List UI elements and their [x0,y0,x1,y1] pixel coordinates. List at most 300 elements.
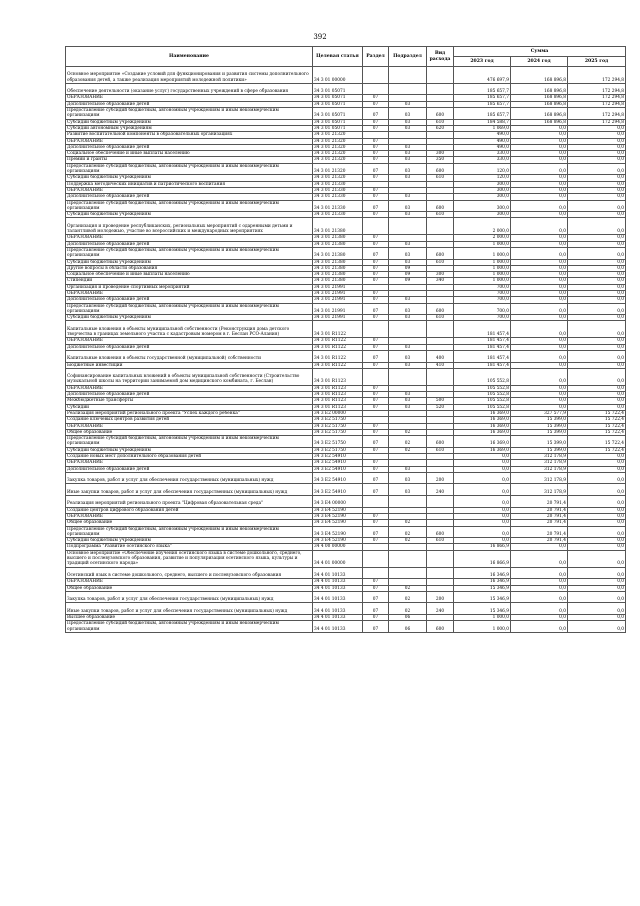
cell-expense-type: 350 [427,157,454,163]
cell-code: 34 3 01 21380 [313,241,363,247]
cell-2025: 0,0 [568,138,626,144]
header-row-1 [66,47,626,57]
cell-subsection: 02 [389,447,427,453]
cell-name: Социальное обеспечение и иные выплаты населению [66,272,313,278]
cell-expense-type: 400 [427,350,454,362]
cell-2025: 0,0 [568,344,626,350]
cell-expense-type: 200 [427,472,454,484]
cell-2023: 181 457,4 [454,362,511,368]
cell-code: 34 3 01 21380 [313,272,363,278]
cell-2025: 0,0 [568,621,626,633]
cell-2025: 0,0 [568,181,626,187]
cell-expense-type: 600 [427,436,454,448]
cell-2025: 0,0 [568,200,626,212]
cell-name: ОБРАЗОВАНИЕ [66,138,313,144]
cell-subsection: 03 [389,362,427,368]
cell-name: Стипендии [66,278,313,284]
cell-name: Организация и проведение спортивных мероприятий [66,284,313,290]
cell-2023: 16 369,0 [454,417,511,423]
cell-expense-type: 600 [427,163,454,175]
cell-2023: 300,0 [454,181,511,187]
cell-2023: 330,0 [454,157,511,163]
cell-2023: 16 346,9 [454,567,511,579]
cell-2024: 20 791,4 [511,538,568,544]
col-header-expense-type: Вид расхода [427,47,454,67]
cell-2024: 168 896,8 [511,83,568,95]
cell-2024: 0,0 [511,194,568,200]
cell-2023: 0,0 [454,472,511,484]
cell-2025: 0,0 [568,392,626,398]
cell-2023: 0,0 [454,526,511,538]
cell-section: 07 [363,621,389,633]
cell-subsection: 09 [389,272,427,278]
cell-2025: 0,0 [568,163,626,175]
cell-name: ОБРАЗОВАНИЕ [66,385,313,391]
cell-2023: 120,0 [454,163,511,175]
cell-2025: 0,0 [568,187,626,193]
cell-expense-type: 600 [427,200,454,212]
cell-section: 07 [363,101,389,107]
cell-2025: 0,0 [568,151,626,157]
cell-code: 34 3 E4 52190 [313,520,363,526]
cell-2025: 0,0 [568,235,626,241]
cell-code: 34 3 01 21991 [313,297,363,303]
cell-name: Другие вопросы в области образования [66,265,313,271]
cell-name: Закупка товаров, работ и услуг для обеспечения государственных (муниципальных) нужд [66,591,313,603]
cell-code: 34 3 E2 54910 [313,460,363,466]
cell-expense-type [427,83,454,95]
cell-2024: 20 791,4 [511,496,568,508]
cell-2024: 168 896,8 [511,119,568,125]
cell-2025: 0,0 [568,241,626,247]
cell-2023: 105 552,8 [454,392,511,398]
cell-subsection: 09 [389,278,427,284]
cell-2025: 172 294,8 [568,101,626,107]
cell-name: ОБРАЗОВАНИЕ [66,290,313,296]
cell-name: Поддержка методических инициатив и патриотического воспитания [66,181,313,187]
cell-subsection: 03 [389,350,427,362]
cell-expense-type: 600 [427,621,454,633]
cell-name: ОБРАЗОВАНИЕ [66,579,313,585]
cell-section: 07 [363,138,389,144]
cell-name: Дополнительное образование детей [66,194,313,200]
cell-section: 07 [363,108,389,120]
cell-code: 34 4 01 10133 [313,591,363,603]
table-row [66,496,626,508]
cell-2025: 0,0 [568,278,626,284]
table-row [66,436,626,448]
cell-name: Обеспечение деятельности (оказание услуг) государственных учреждений в сфере образования [66,83,313,95]
cell-2025: 0,0 [568,454,626,460]
col-header-subsection: Подраздел [389,47,427,67]
cell-name: Межбюджетные трансферты [66,398,313,404]
cell-2024: 327 577,9 [511,410,568,416]
cell-2025: 0,0 [568,303,626,315]
cell-2023: 1 000,0 [454,247,511,259]
cell-name: Дополнительное образование детей [66,144,313,150]
cell-name: Субсидии бюджетным учреждениям [66,538,313,544]
cell-section [363,550,389,567]
cell-2023: 105 552,8 [454,398,511,404]
cell-name: Предоставление субсидий бюджетным, автономным учреждениям и иным некоммерческим организациям [66,247,313,259]
cell-2025: 172 294,8 [568,119,626,125]
cell-code: 34 3 E2 51750 [313,423,363,429]
cell-subsection: 03 [389,466,427,472]
col-header-2025: 2025 год [568,57,626,67]
cell-subsection: 02 [389,429,427,435]
cell-2024: 0,0 [511,272,568,278]
cell-name: Субсидии автономным учреждениям [66,125,313,131]
cell-2025: 0,0 [568,350,626,362]
cell-2024: 0,0 [511,212,568,218]
cell-2023: 300,0 [454,212,511,218]
cell-2023: 490,0 [454,138,511,144]
cell-code: 34 4 01 10133 [313,621,363,633]
cell-2023: 1 000,0 [454,621,511,633]
cell-2024: 0,0 [511,404,568,410]
cell-expense-type: 240 [427,484,454,496]
cell-name: Субсидии бюджетным учреждениям [66,259,313,265]
cell-2024: 0,0 [511,350,568,362]
cell-subsection: 03 [389,200,427,212]
col-header-section: Раздел [363,47,389,67]
table-row [66,108,626,120]
cell-name: Дополнительное образование детей [66,392,313,398]
cell-2023: 185 657,7 [454,95,511,101]
table-row [66,603,626,615]
cell-name: ОБРАЗОВАНИЕ [66,235,313,241]
cell-name: Создание ключевых центров развития детей [66,417,313,423]
cell-code: 34 3 01 R1123 [313,398,363,404]
cell-2024: 0,0 [511,218,568,235]
cell-section: 07 [363,247,389,259]
cell-2023: 105 552,8 [454,368,511,385]
cell-code: 34 3 01 21991 [313,303,363,315]
cell-subsection: 03 [389,144,427,150]
cell-name: Высшее образование [66,615,313,621]
col-header-code: Целевая статья [313,47,363,67]
cell-2024: 0,0 [511,132,568,138]
cell-2025: 0,0 [568,125,626,131]
cell-2025: 0,0 [568,466,626,472]
cell-2024: 20 791,4 [511,520,568,526]
cell-subsection [389,67,427,84]
cell-name: Премии и гранты [66,157,313,163]
cell-2025: 0,0 [568,212,626,218]
cell-name: Иные закупки товаров, работ и услуг для обеспечения государственных (муниципальных) нужд [66,603,313,615]
cell-subsection [389,218,427,235]
cell-2023: 105 552,8 [454,385,511,391]
cell-2024: 0,0 [511,200,568,212]
cell-2024: 0,0 [511,259,568,265]
cell-2023: 0,0 [454,513,511,519]
cell-code: 34 3 E4 52190 [313,526,363,538]
cell-2025: 0,0 [568,404,626,410]
cell-2024: 0,0 [511,181,568,187]
cell-2025: 0,0 [568,526,626,538]
cell-2024: 0,0 [511,338,568,344]
cell-code: 34 3 01 21320 [313,132,363,138]
cell-2024: 0,0 [511,235,568,241]
cell-2025: 0,0 [568,175,626,181]
cell-expense-type [427,321,454,338]
cell-expense-type: 200 [427,591,454,603]
cell-section: 07 [363,526,389,538]
cell-2023: 16 369,0 [454,447,511,453]
cell-section: 07 [363,447,389,453]
cell-section [363,567,389,579]
cell-2024: 0,0 [511,603,568,615]
cell-code: 34 4 01 00000 [313,550,363,567]
cell-code: 34 3 E2 51750 [313,429,363,435]
cell-section: 07 [363,538,389,544]
cell-subsection: 06 [389,621,427,633]
cell-2024: 0,0 [511,398,568,404]
cell-name: Подпрограмма "Развитие осетинского языка" [66,544,313,550]
cell-expense-type: 600 [427,303,454,315]
cell-code: 34 3 01 21380 [313,278,363,284]
table-row [66,200,626,212]
cell-subsection: 03 [389,247,427,259]
cell-name: Предоставление субсидий бюджетным, автономным учреждениям и иным некоммерческим организациям [66,108,313,120]
cell-2024: 0,0 [511,144,568,150]
cell-2025: 0,0 [568,579,626,585]
cell-section [363,368,389,385]
cell-2023: 1 000,0 [454,278,511,284]
cell-name: Софинансирование капитальных вложений в объекты муниципальной собственности (Строительство музыкальной школы на территории занимаемой дом медицинского комбината, г. Беслан) [66,368,313,385]
cell-code: 34 3 01 21991 [313,315,363,321]
cell-name: Общее образование [66,429,313,435]
cell-2024: 312 178,9 [511,460,568,466]
cell-2024: 312 178,9 [511,466,568,472]
cell-2023: 120,0 [454,175,511,181]
cell-2024: 0,0 [511,368,568,385]
cell-code: 34 3 01 05071 [313,83,363,95]
cell-2023: 0,0 [454,454,511,460]
cell-2023: 300,0 [454,200,511,212]
cell-name: Субсидии бюджетным учреждениям [66,212,313,218]
cell-code: 34 3 01 R1122 [313,362,363,368]
cell-2025: 0,0 [568,472,626,484]
cell-2023: 185 657,7 [454,101,511,107]
table-row [66,218,626,235]
cell-code: 34 3 01 05071 [313,119,363,125]
cell-expense-type [427,550,454,567]
cell-2024: 168 896,8 [511,101,568,107]
cell-expense-type: 500 [427,398,454,404]
cell-2024: 0,0 [511,385,568,391]
cell-section: 07 [363,579,389,585]
cell-2025: 0,0 [568,538,626,544]
table-body [66,67,626,633]
cell-code: 34 3 E2 00000 [313,410,363,416]
cell-2023: 2 000,0 [454,235,511,241]
cell-2024: 0,0 [511,265,568,271]
cell-2023: 1 000,0 [454,272,511,278]
cell-2023: 184 588,7 [454,119,511,125]
cell-subsection [389,83,427,95]
cell-code: 34 3 01 R1122 [313,344,363,350]
table-row [66,472,626,484]
cell-2024: 15 399,0 [511,429,568,435]
cell-2025: 0,0 [568,157,626,163]
cell-name: Дополнительное образование детей [66,101,313,107]
cell-2024: 0,0 [511,138,568,144]
cell-section: 07 [363,157,389,163]
cell-subsection: 02 [389,585,427,591]
cell-2024: 0,0 [511,125,568,131]
cell-section: 07 [363,338,389,344]
cell-name: Реализация мероприятий регионального проекта "Успех каждого ребенка" [66,410,313,416]
cell-expense-type: 610 [427,259,454,265]
table-row [66,368,626,385]
cell-name: Реализация мероприятий регионального проекта "Цифровая образовательная среда" [66,496,313,508]
cell-name: Развитие воспитательной компоненты в образовательных организациях [66,132,313,138]
cell-expense-type: 610 [427,212,454,218]
cell-section: 07 [363,350,389,362]
cell-name: Дополнительное образование детей [66,297,313,303]
col-header-sum: Сумма [454,47,626,57]
cell-code: 34 4 01 10133 [313,585,363,591]
cell-2025: 0,0 [568,550,626,567]
cell-section: 07 [363,585,389,591]
cell-expense-type: 240 [427,603,454,615]
cell-name: Создание центров цифрового образования детей [66,507,313,513]
cell-name: ОБРАЗОВАНИЕ [66,187,313,193]
cell-code: 34 3 01 21380 [313,259,363,265]
cell-subsection: 06 [389,615,427,621]
cell-2023: 15 346,9 [454,591,511,603]
cell-2024: 15 399,0 [511,436,568,448]
cell-subsection [389,567,427,579]
cell-expense-type: 340 [427,278,454,284]
cell-section: 07 [363,362,389,368]
cell-2023: 700,0 [454,284,511,290]
cell-expense-type: 620 [427,125,454,131]
cell-code: 34 3 01 21380 [313,265,363,271]
table-row [66,591,626,603]
cell-2025: 0,0 [568,265,626,271]
cell-2023: 1 000,0 [454,259,511,265]
cell-2024: 0,0 [511,544,568,550]
cell-2024: 0,0 [511,303,568,315]
cell-subsection: 03 [389,125,427,131]
cell-2023: 16 346,9 [454,579,511,585]
cell-code: 34 3 E2 54910 [313,484,363,496]
cell-name: Капитальные вложения в объекты государственной (муниципальной) собственности [66,350,313,362]
cell-code: 34 3 E4 52190 [313,513,363,519]
cell-section: 07 [363,95,389,101]
cell-code: 34 4 01 10133 [313,615,363,621]
cell-expense-type [427,218,454,235]
cell-section: 07 [363,265,389,271]
cell-code: 34 3 01 21320 [313,144,363,150]
cell-subsection: 03 [389,151,427,157]
cell-subsection: 03 [389,157,427,163]
cell-expense-type [427,368,454,385]
cell-code: 34 3 01 21330 [313,194,363,200]
cell-2023: 16 866,9 [454,544,511,550]
cell-2023: 700,0 [454,290,511,296]
cell-section: 07 [363,404,389,410]
cell-section: 07 [363,144,389,150]
cell-section [363,83,389,95]
cell-section: 07 [363,315,389,321]
cell-expense-type: 600 [427,108,454,120]
cell-subsection: 03 [389,404,427,410]
cell-section: 07 [363,591,389,603]
cell-2025: 15 722,4 [568,436,626,448]
cell-code: 34 3 01 21320 [313,163,363,175]
cell-subsection: 09 [389,265,427,271]
cell-code: 34 3 01 05071 [313,95,363,101]
cell-code: 34 3 01 R1122 [313,350,363,362]
cell-name: Дополнительное образование детей [66,344,313,350]
cell-2024: 0,0 [511,344,568,350]
cell-2025: 15 722,4 [568,410,626,416]
cell-expense-type: 300 [427,151,454,157]
cell-section [363,496,389,508]
cell-2023: 1 000,0 [454,265,511,271]
cell-name: Иные закупки товаров, работ и услуг для обеспечения государственных (муниципальных) нужд [66,484,313,496]
cell-code: 34 3 01 R1123 [313,392,363,398]
cell-code: 34 3 E2 54910 [313,466,363,472]
cell-section: 07 [363,125,389,131]
cell-name: Субсидии бюджетным учреждениям [66,447,313,453]
cell-name: Дополнительное образование детей [66,241,313,247]
cell-section: 07 [363,303,389,315]
cell-2023: 490,0 [454,144,511,150]
cell-expense-type: 410 [427,362,454,368]
cell-2023: 16 866,9 [454,550,511,567]
cell-2025: 0,0 [568,567,626,579]
cell-code: 34 3 E2 51750 [313,447,363,453]
cell-name: Социальное обеспечение и иные выплаты населению [66,151,313,157]
table-row [66,303,626,315]
cell-2025: 15 722,4 [568,447,626,453]
cell-2023: 185 657,7 [454,108,511,120]
cell-2025: 0,0 [568,520,626,526]
cell-2025: 172 294,8 [568,108,626,120]
cell-subsection [389,368,427,385]
cell-2025: 0,0 [568,585,626,591]
table-row [66,163,626,175]
cell-code: 34 3 01 21320 [313,175,363,181]
cell-name: Создание новых мест дополнительного образования детей [66,454,313,460]
cell-code: 34 3 01 21991 [313,290,363,296]
cell-code: 34 3 E2 54910 [313,472,363,484]
cell-2024: 0,0 [511,591,568,603]
cell-2024: 20 791,4 [511,526,568,538]
cell-section: 07 [363,151,389,157]
cell-subsection [389,496,427,508]
cell-2023: 0,0 [454,538,511,544]
cell-2025: 0,0 [568,194,626,200]
cell-2024: 15 399,0 [511,447,568,453]
cell-code: 34 3 01 R1123 [313,404,363,410]
cell-section: 07 [363,484,389,496]
cell-2025: 0,0 [568,603,626,615]
cell-section: 07 [363,297,389,303]
cell-2023: 2 000,0 [454,218,511,235]
cell-2025: 0,0 [568,259,626,265]
cell-2025: 0,0 [568,513,626,519]
cell-2024: 0,0 [511,290,568,296]
cell-2023: 15 346,9 [454,603,511,615]
cell-expense-type: 610 [427,447,454,453]
cell-section: 07 [363,278,389,284]
cell-section: 07 [363,200,389,212]
